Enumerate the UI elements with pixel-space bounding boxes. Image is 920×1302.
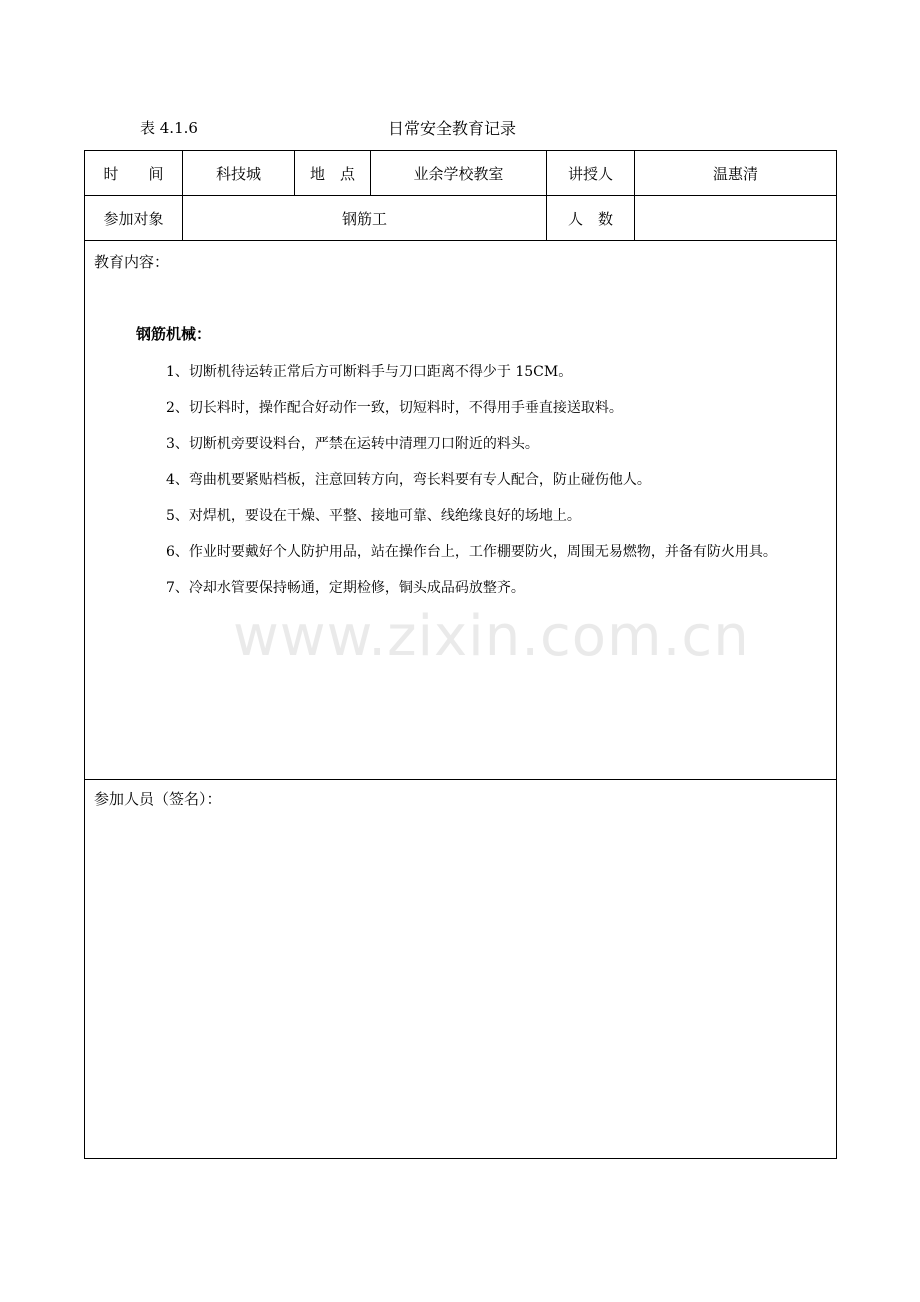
record-table: [84, 150, 837, 1159]
content-items: [94, 354, 826, 606]
count-label: 人 数: [547, 196, 635, 241]
lecturer-value: 温惠清: [635, 151, 837, 196]
signature-cell: [85, 780, 837, 1159]
signature-row: [85, 780, 837, 1159]
participants-value: 钢筋工: [183, 196, 547, 241]
content-item: 4、弯曲机要紧贴档板，注意回转方向，弯长料要有专人配合，防止碰伤他人。: [166, 472, 651, 488]
content-row: [85, 241, 837, 780]
content-item: 5、对焊机，要设在干燥、平整、接地可靠、线绝缘良好的场地上。: [166, 508, 581, 524]
content-item: 1、切断机待运转正常后方可断料手与刀口距离不得少于 15CM。: [166, 364, 573, 380]
lecturer-label: 讲授人: [547, 151, 635, 196]
time-value: 科技城: [183, 151, 295, 196]
place-value: 业余学校教室: [371, 151, 547, 196]
info-row-2: [85, 196, 837, 241]
count-value: [635, 196, 837, 241]
signature-label: 参加人员（签名）：: [94, 790, 222, 808]
content-item: 6、作业时要戴好个人防护用品，站在操作台上，工作棚要防火，周围无易燃物，并备有防火用具。: [166, 544, 777, 560]
content-heading: 钢筋机械：: [136, 325, 212, 343]
content-item: 2、切长料时，操作配合好动作一致，切短料时，不得用手垂直接送取料。: [166, 400, 623, 416]
content-item: 3、切断机旁要设料台，严禁在运转中清理刀口附近的料头。: [166, 436, 539, 452]
table-number: 表 4.1.6: [140, 119, 198, 137]
participants-label: 参加对象: [85, 196, 183, 241]
content-cell: [85, 241, 837, 780]
info-row-1: [85, 151, 837, 196]
content-item: 7、冷却水管要保持畅通，定期检修，铜头成品码放整齐。: [166, 580, 525, 596]
content-label: 教育内容：: [94, 253, 170, 271]
watermark: www.zixin.com.cn: [233, 604, 750, 669]
page-title: 日常安全教育记录: [388, 119, 517, 138]
time-label: 时 间: [85, 151, 183, 196]
place-label: 地 点: [295, 151, 371, 196]
